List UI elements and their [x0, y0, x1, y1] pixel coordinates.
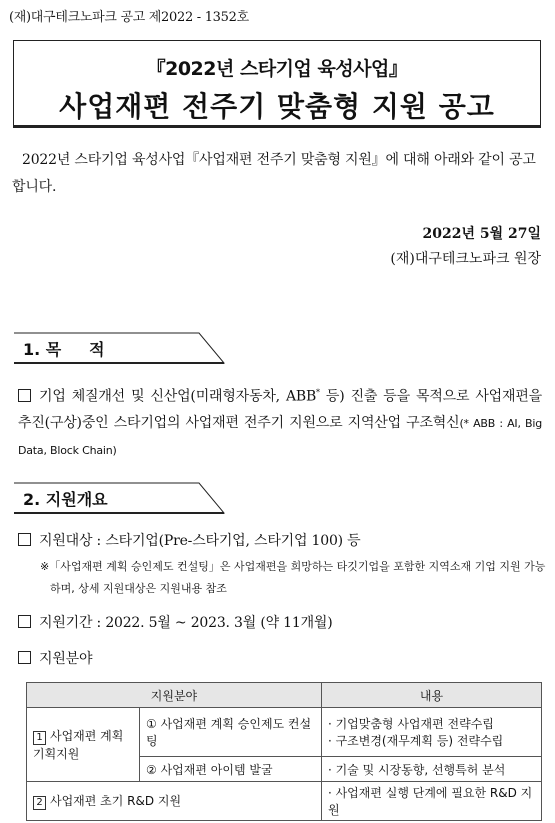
title-line1: 『2022년 스타기업 육성사업』: [146, 58, 408, 80]
table-content-cell: [321, 708, 541, 757]
notice-date: 2022년 5월 27일: [422, 226, 541, 242]
checkbox-square-icon: [18, 651, 31, 664]
support-fields: [18, 646, 92, 672]
title-box: [13, 40, 541, 128]
intro-paragraph: 2022년 스타기업 육성사업『사업재편 전주기 맞춤형 지원』에 대해 아래와 같이 공고합니다.: [12, 152, 536, 195]
table-header: 지원분야: [27, 683, 322, 708]
support-target: [18, 528, 361, 554]
notice-number: (재)대구테크노파크 공고 제2022 - 1352호: [9, 10, 249, 25]
table-group-cell: [27, 708, 140, 782]
table-content-cell: · 기술 및 시장동향, 선행특허 분석: [321, 757, 541, 782]
table-content-line: · 기업맞춤형 사업재편 전략수립: [327, 717, 494, 731]
support-fields-text: 지원분야: [39, 651, 93, 667]
table-header: 내용: [321, 683, 541, 708]
title-line2: 사업재편 전주기 맞춤형 지원 공고: [59, 90, 495, 123]
table-content-cell: · 사업재편 실행 단계에 필요한 R&D 지원: [321, 782, 541, 821]
table-sub-cell: ② 사업재편 아이템 발굴: [140, 757, 322, 782]
support-target-note: ※「사업재편 계획 승인제도 컨설팅」은 사업재편을 희망하는 타깃기업을 포함한 지역소재 기업 지원 가능하며, 상세 지원대상은 지원내용 참조: [40, 560, 546, 595]
table-sub-cell: ① 사업재편 계획 승인제도 컨설팅: [140, 708, 322, 757]
purpose-paragraph: [18, 380, 542, 464]
purpose-footnote: (* ABB : AI, Big Data, Block Chain): [18, 416, 542, 457]
purpose-footnote-mark: *: [316, 388, 320, 397]
support-table: [26, 682, 542, 821]
table-content-line: · 구조변경(재무계획 등) 전략수립: [327, 734, 504, 748]
support-period-text: 지원기간 : 2022. 5월 ~ 2023. 3월 (약 11개월): [39, 615, 333, 631]
purpose-text-start: 기업 체질개선 및 신산업(미래형자동차, ABB: [39, 388, 317, 405]
purpose-text-end: 등) 진출 등을 목적으로 사업재편을 추진(구상)중인 스타기업의 사업재편 전주기 지원으로 지역산업 구조혁신: [18, 388, 542, 431]
table-group-number: 1: [33, 731, 46, 745]
checkbox-square-icon: [18, 615, 31, 628]
section-title: 1. 목 적: [23, 340, 105, 359]
table-group-number: 2: [33, 796, 46, 810]
support-period: [18, 610, 332, 636]
table-group-cell: [27, 782, 322, 821]
section-title: 2. 지원개요: [23, 490, 108, 509]
organization-name: (재)대구테크노파크 원장: [390, 251, 541, 267]
support-target-text: 지원대상 : 스타기업(Pre-스타기업, 스타기업 100) 등: [39, 533, 361, 549]
section-header-purpose: [14, 332, 224, 362]
checkbox-square-icon: [18, 533, 31, 546]
table-group-label: 사업재편 초기 R&D 지원: [50, 794, 182, 808]
checkbox-square-icon: [18, 389, 31, 402]
section-header-overview: [14, 482, 224, 512]
table-group-label: 사업재편 계획 기획지원: [33, 729, 124, 761]
